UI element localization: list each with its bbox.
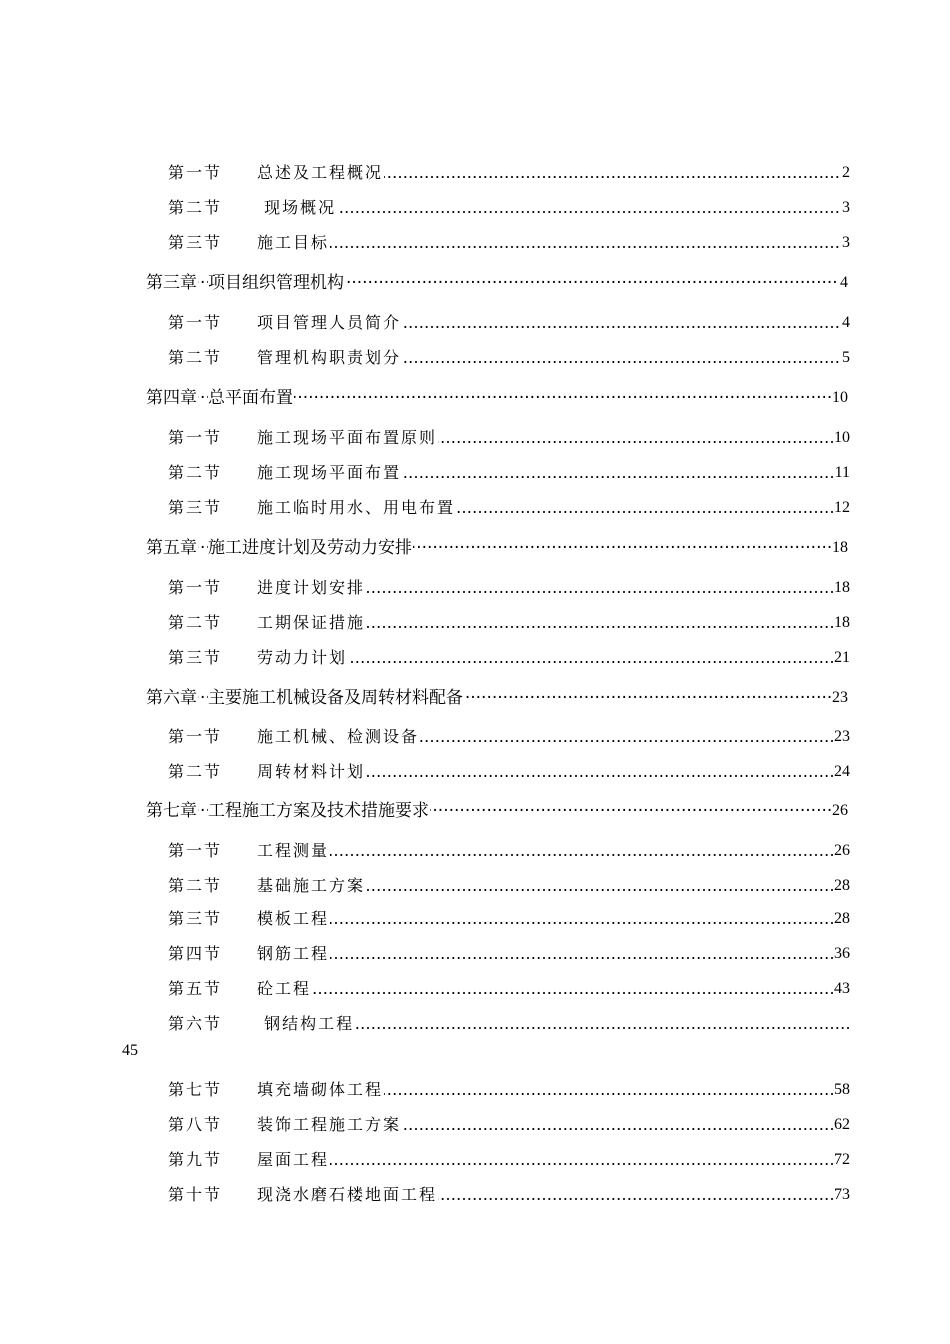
toc-entry-title: 装饰工程施工方案 xyxy=(257,1115,402,1134)
toc-entry-number: 第五节 xyxy=(168,976,257,1002)
toc-entry-number: 第三章 xyxy=(146,270,198,296)
toc-section-row[interactable] xyxy=(168,838,850,864)
toc-entry-number: 第二节 xyxy=(168,345,257,371)
toc-entry-title: 砼工程 xyxy=(257,979,312,998)
toc-entry-title: 现浇水磨石楼地面工程 xyxy=(257,1185,438,1204)
toc-section-row[interactable] xyxy=(168,230,850,256)
toc-page-number: 23 xyxy=(831,685,848,711)
toc-entry-title: 施工进度计划及劳动力安排 xyxy=(208,538,412,558)
toc-entry-number: 第一节 xyxy=(168,838,257,864)
toc-section-row[interactable] xyxy=(168,1147,850,1173)
toc-entry-title: 填充墙砌体工程 xyxy=(257,1080,384,1099)
toc-section-row[interactable] xyxy=(168,759,850,785)
toc-entry-number: 第二节 xyxy=(168,460,257,486)
toc-section-row[interactable] xyxy=(168,575,850,601)
toc-entry-number: 第一节 xyxy=(168,310,257,336)
toc-entry-number: 第十节 xyxy=(168,1182,257,1208)
toc-chapter-row[interactable] xyxy=(146,685,848,711)
toc-entry-number: 第一节 xyxy=(168,160,257,186)
toc-page-number: 62 xyxy=(833,1112,850,1138)
toc-entry-number: 第二节 xyxy=(168,195,257,221)
toc-page-number: 2 xyxy=(841,160,850,186)
toc-section-row[interactable] xyxy=(168,610,850,636)
toc-section-row[interactable] xyxy=(168,873,850,899)
toc-page-number: 28 xyxy=(833,906,850,932)
toc-entry-number: 第二节 xyxy=(168,759,257,785)
toc-entry-number: 第一节 xyxy=(168,575,257,601)
toc-section-row[interactable] xyxy=(168,724,850,750)
toc-section-row[interactable] xyxy=(168,1112,850,1138)
toc-chapter-row[interactable] xyxy=(146,385,848,411)
toc-entry-number: 第一节 xyxy=(168,724,257,750)
toc-section-row[interactable] xyxy=(168,1077,850,1103)
toc-entry-title: 主要施工机械设备及周转材料配备 xyxy=(208,688,463,708)
toc-section-row[interactable] xyxy=(168,1011,850,1037)
toc-entry-title: 工程测量 xyxy=(257,841,330,860)
toc-entry-number: 第六章 xyxy=(146,685,198,711)
toc-page-number: 72 xyxy=(833,1147,850,1173)
toc-entry-title: 周转材料计划 xyxy=(257,762,366,781)
toc-entry-number: 第七节 xyxy=(168,1077,257,1103)
toc-page-number: 11 xyxy=(834,460,850,486)
toc-entry-number: 第五章 xyxy=(146,535,198,561)
toc-page-number: 18 xyxy=(833,610,850,636)
toc-entry-title: 项目管理人员简介 xyxy=(257,313,402,332)
toc-page-number: 28 xyxy=(833,873,850,899)
toc-section-row[interactable] xyxy=(168,976,850,1002)
toc-entry-title: 现场概况 xyxy=(257,198,337,217)
toc-page-number: 73 xyxy=(833,1182,850,1208)
toc-section-row[interactable] xyxy=(168,195,850,221)
toc-section-row[interactable] xyxy=(168,345,850,371)
toc-page-number: 26 xyxy=(831,798,848,824)
toc-entry-title: 施工机械、检测设备 xyxy=(257,727,420,746)
toc-page-number: 26 xyxy=(833,838,850,864)
toc-page-number: 36 xyxy=(833,941,850,967)
toc-section-row[interactable] xyxy=(168,906,850,932)
toc-entry-number: 第八节 xyxy=(168,1112,257,1138)
toc-page-number: 24 xyxy=(833,759,850,785)
toc-page-number: 4 xyxy=(841,310,850,336)
toc-entry-title: 钢筋工程 xyxy=(257,944,330,963)
toc-page-number: 12 xyxy=(833,495,850,521)
toc-entry-number: 第二节 xyxy=(168,873,257,899)
toc-section-row[interactable] xyxy=(168,495,850,521)
toc-entry-number: 第七章 xyxy=(146,798,198,824)
toc-section-row[interactable] xyxy=(168,310,850,336)
toc-page-number: 43 xyxy=(833,976,850,1002)
toc-entry-title: 屋面工程 xyxy=(257,1150,330,1169)
toc-entry-number: 第四章 xyxy=(146,385,198,411)
wrapped-page-number: 45 xyxy=(122,1042,138,1059)
toc-entry-title: 劳动力计划 xyxy=(257,648,348,667)
toc-page-number: 58 xyxy=(833,1077,850,1103)
toc-page-number: 23 xyxy=(833,724,850,750)
toc-entry-number: 第三节 xyxy=(168,645,257,671)
toc-entry-title: 施工临时用水、用电布置 xyxy=(257,498,456,517)
toc-entry-title: 施工现场平面布置 xyxy=(257,463,402,482)
toc-entry-number: 第六节 xyxy=(168,1011,257,1037)
toc-entry-title: 施工现场平面布置原则 xyxy=(257,428,438,447)
toc-entry-number: 第三节 xyxy=(168,495,257,521)
toc-entry-title: 施工目标 xyxy=(257,233,330,252)
toc-entry-title: 总平面布置 xyxy=(208,388,293,408)
toc-entry-number: 第九节 xyxy=(168,1147,257,1173)
toc-entry-title: 总述及工程概况 xyxy=(257,163,384,182)
toc-entry-title: 基础施工方案 xyxy=(257,876,366,895)
toc-entry-title: 管理机构职责划分 xyxy=(257,348,402,367)
toc-page-number: 4 xyxy=(839,270,848,296)
toc-entry-number: 第四节 xyxy=(168,941,257,967)
toc-entry-title: 钢结构工程 xyxy=(257,1014,355,1033)
toc-chapter-row[interactable] xyxy=(146,798,848,824)
toc-entry-title: 进度计划安排 xyxy=(257,578,366,597)
toc-page-number: 18 xyxy=(831,535,848,561)
toc-page-number: 18 xyxy=(833,575,850,601)
toc-section-row[interactable] xyxy=(168,425,850,451)
toc-section-row[interactable] xyxy=(168,941,850,967)
toc-page-number: 10 xyxy=(831,385,848,411)
toc-page-number: 3 xyxy=(841,195,850,221)
toc-section-row[interactable] xyxy=(168,460,850,486)
toc-entry-number: 第三节 xyxy=(168,230,257,256)
toc-section-row[interactable] xyxy=(168,1182,850,1208)
toc-page-number: 21 xyxy=(833,645,850,671)
toc-entry-title: 工程施工方案及技术措施要求 xyxy=(208,801,429,821)
toc-chapter-row[interactable] xyxy=(146,535,848,561)
toc-chapter-row[interactable] xyxy=(146,270,848,296)
toc-page-number: 5 xyxy=(841,345,850,371)
toc-entry-number: 第二节 xyxy=(168,610,257,636)
toc-entry-number: 第一节 xyxy=(168,425,257,451)
toc-entry-title: 模板工程 xyxy=(257,909,330,928)
toc-page-number: 3 xyxy=(841,230,850,256)
toc-entry-number: 第三节 xyxy=(168,906,257,932)
toc-entry-title: 工期保证措施 xyxy=(257,613,366,632)
toc-entry-title: 项目组织管理机构 xyxy=(208,273,344,293)
toc-page-number: 10 xyxy=(833,425,850,451)
toc-section-row[interactable] xyxy=(168,645,850,671)
toc-section-row[interactable] xyxy=(168,160,850,186)
